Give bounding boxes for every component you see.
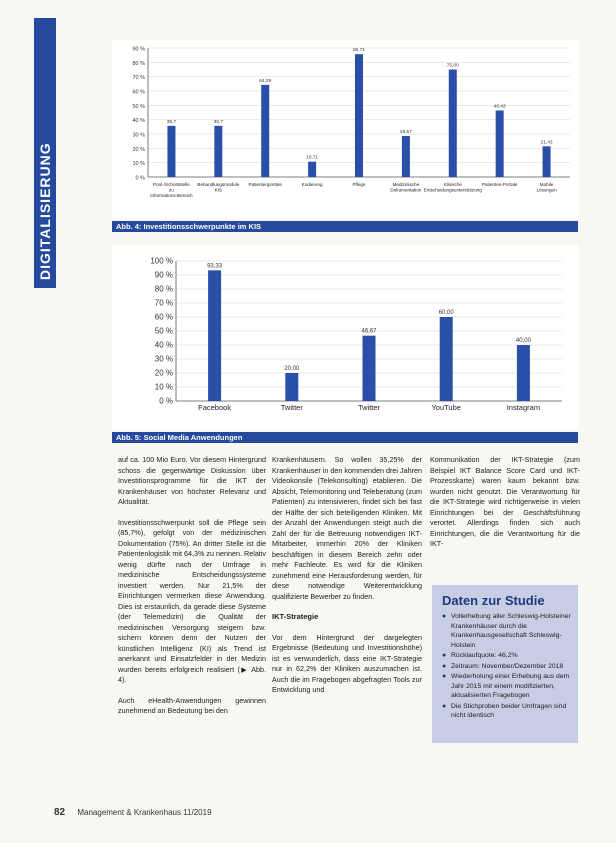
bar <box>208 270 221 401</box>
y-tick-label: 80 % <box>154 284 173 294</box>
list-item: ● Wiederholung einer Erhebung aus dem Jahr 2015 mit einem modifizierten, aktualisierten Fragebogen <box>442 672 572 701</box>
data-label: 35,7 <box>166 119 177 125</box>
y-tick-label: 50 % <box>132 103 145 110</box>
y-tick-label: 40 % <box>132 118 145 125</box>
data-label: 28,57 <box>399 130 412 136</box>
paragraph: Investitionsschwerpunkt soll die Pflege sein (85,7%), gefolgt von der medizinischen Dokumentation (75%). An dritter Stelle ist die Patientenlogistik mit 64,3% zu nennen. Relativ wenig dürfte nach der Umfrage in medizinische Entscheidungssysteme investiert werden. Nur 21,5% der Einrichtungen vermerken diese Anwendung. Dies ist erstaunlich, da gerade diese Systeme (der Telemedizin) die Qualität der medizinischen Versorgung steigern bzw. sichern können denn der Nutzen der künstlichen Intelligenz (KI) als Trend ist anerkannt und Einsatzfelder in der Medizin wurden bereits erfolgreich realisiert (▶ Abb. 4). <box>118 517 266 684</box>
data-label: 64,29 <box>259 78 272 84</box>
category-label: Mobile Lösungen <box>536 182 557 193</box>
y-tick-label: 40 % <box>154 340 173 350</box>
data-label: 40,00 <box>515 338 531 344</box>
category-label: Patientenportale <box>248 182 282 187</box>
category-label: Behandlungsmodule KIS <box>197 182 240 193</box>
list-item: ● Vollerhebung aller Schleswig-Holsteiner Krankenhäuser durch die Krankenhausgesellschaft Schleswig-Holstein <box>442 612 572 650</box>
data-label: 10,71 <box>306 155 319 161</box>
y-tick-label: 60 % <box>132 89 145 96</box>
bar <box>363 336 376 401</box>
paragraph: Krankenhäusern. So wollen 35,25% der Krankenhäuser in den kommenden drei Jahren Videokonsile (Telekonsulting) etablieren. Die Absicht, Telemonitoring und Teleberatung (zum Patienten) zu intensivieren, findet sich bei fast der Hälfte der sich beteiligenden Kliniken. Mit der Anzahl der Anwendungen steigt auch die Zahl der für die Betreuung notwendigen IKT-Mitarbeiter, immerhin 20% der Kliniken beschäftigen in diesem Bereich zehn oder mehr Fachleute. Es wird für die Kliniken zunehmend eine Herausforderung werden, für diese notwendige Weiterentwicklung qualifizierte Bewerber zu finden. <box>272 455 422 601</box>
chart-1-caption: Abb. 4: Investitionsschwerpunkte im KIS <box>112 221 578 232</box>
y-tick-label: 50 % <box>154 326 173 336</box>
category-label: Patienten-Portale <box>481 182 518 187</box>
bar <box>402 136 410 177</box>
text-column-3 <box>430 455 580 560</box>
y-tick-label: 20 % <box>132 146 145 153</box>
data-label: 46,67 <box>361 328 377 335</box>
y-tick-label: 20 % <box>154 368 173 378</box>
data-label: 85,71 <box>352 48 366 54</box>
category-label: Facebook <box>198 403 232 412</box>
y-tick-label: 10 % <box>132 161 145 168</box>
chart-2-caption: Abb. 5: Social Media Anwendungen <box>112 432 578 443</box>
list-item: ● Zeitraum: November/Dezember 2018 <box>442 662 572 672</box>
journal-name: Management & Krankenhaus 11/2019 <box>77 808 212 817</box>
bar <box>167 126 175 177</box>
chart-1 <box>112 40 578 220</box>
bar <box>355 54 363 177</box>
y-tick-label: 100 % <box>150 256 173 266</box>
bar <box>517 345 530 401</box>
bar <box>449 70 457 178</box>
bar <box>214 126 222 177</box>
data-label: 21,43 <box>540 140 553 146</box>
category-label: Twitter <box>357 403 381 412</box>
paragraph: auf ca. 100 Mio Euro. Vor diesem Hintergrund schoss die gegenwärtige Diskussion über Investitionsprogramme für die IKT der Krankenhäuser von höchster Relevanz und Aktualität. <box>118 455 266 506</box>
y-tick-label: 70 % <box>132 75 145 82</box>
subheading: IKT-Strategie <box>272 612 319 621</box>
y-tick-label: 80 % <box>132 60 145 67</box>
y-tick-label: 30 % <box>132 132 145 139</box>
data-label: 20,00 <box>284 366 300 372</box>
paragraph: Kommunikation der IKT-Strategie (zum Beispiel IKT Balance Score Card und IKT-Prozesskarte) waren kaum bekannt bzw. wurden nicht genutzt. Die Verantwortung für die IKT-Strategie wird richtigerweise in vielen Einrichtungen bei der Geschäftsführung verortet. Allerdings finden sich auch Einrichtungen, die die Verantwortung für die IKT- <box>430 455 580 548</box>
data-label: 75,00 <box>446 63 459 69</box>
category-label: Pflege <box>352 182 366 187</box>
bar <box>308 162 316 177</box>
chart-2 <box>112 245 578 430</box>
section-label: DIGITALISIERUNG <box>37 142 53 280</box>
text-column-1 <box>118 455 266 727</box>
study-box-title: Daten zur Studie <box>442 593 545 608</box>
y-tick-label: 90 % <box>132 46 145 53</box>
y-tick-label: 90 % <box>154 270 173 280</box>
list-item: ● Rücklaufquote: 46,2% <box>442 651 572 661</box>
bar <box>496 110 504 177</box>
y-tick-label: 30 % <box>154 354 173 364</box>
text-column-2 <box>272 455 422 706</box>
list-item: ● Die Stichproben beider Umfragen sind nicht identisch <box>442 702 572 721</box>
page-number: 82 <box>54 807 66 818</box>
data-label: 46,43 <box>493 104 506 110</box>
category-label: Twitter <box>280 403 303 412</box>
category-label: YouTube <box>431 403 461 412</box>
bar <box>261 85 269 177</box>
data-label: 93,33 <box>207 263 223 270</box>
study-list <box>432 612 578 721</box>
chart-2-panel <box>112 245 578 430</box>
page-footer <box>54 807 212 818</box>
category-label: Kodierung <box>301 182 323 187</box>
bar <box>440 317 453 401</box>
y-tick-label: 0 % <box>159 396 173 406</box>
study-info-box <box>432 585 578 743</box>
data-label: 60,00 <box>438 310 454 316</box>
paragraph: Auch eHealth-Anwendungen gewinnen zunehmend an Bedeutung bei den <box>118 695 266 715</box>
category-label: Instagram <box>506 403 541 412</box>
category-label: Klinische Entscheidungsunterstützung <box>423 182 482 193</box>
y-tick-label: 10 % <box>154 382 173 392</box>
data-label: 35,7 <box>213 119 224 125</box>
category-label: Pool-/Schnittstelle zu Informations-Bereich <box>150 182 193 199</box>
chart-1-panel <box>112 40 578 220</box>
y-tick-label: 70 % <box>154 298 173 308</box>
y-tick-label: 60 % <box>154 312 173 322</box>
bar <box>543 146 551 177</box>
paragraph: Vor dem Hintergrund der dargelegten Ergebnisse (Bedeutung und Investitionshöhe) ist es verwunderlich, dass eine IKT-Strategie nur in 62,2% der Kliniken auszumachen ist. Auch die im Fragebogen abgefragten Tools zur Entwicklung und <box>272 632 422 694</box>
category-label: Medizinische Dokumentation <box>390 182 422 193</box>
bar <box>285 373 298 401</box>
y-tick-label: 0 % <box>135 175 145 182</box>
